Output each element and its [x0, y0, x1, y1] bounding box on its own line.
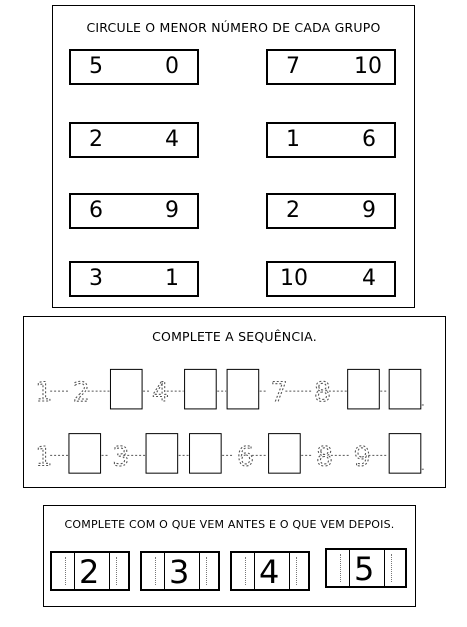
sequence-number: 8: [314, 377, 332, 409]
number-group[interactable]: [69, 49, 199, 85]
sequence-number: 3: [112, 441, 130, 473]
number-card: [230, 551, 310, 591]
sequence-number: 2: [72, 377, 90, 409]
before-after-title: COMPLETE COM O QUE VEM ANTES E O QUE VEM DEPOIS.: [64, 518, 395, 531]
card-number: 3: [169, 553, 190, 591]
sequence-number: 4: [151, 377, 169, 409]
sequence-blank-box[interactable]: [185, 369, 217, 409]
number-option[interactable]: 7: [286, 54, 300, 79]
card-number: 2: [79, 553, 100, 591]
number-option[interactable]: 2: [89, 127, 103, 152]
number-option[interactable]: 10: [280, 266, 308, 291]
number-group[interactable]: [69, 122, 199, 158]
number-option[interactable]: 4: [165, 127, 179, 152]
sequence-blank-box[interactable]: [146, 434, 178, 474]
number-option[interactable]: 4: [362, 266, 376, 291]
number-option[interactable]: 9: [362, 198, 376, 223]
number-card: [50, 551, 130, 591]
number-option[interactable]: 3: [89, 266, 103, 291]
number-group[interactable]: [266, 122, 396, 158]
sequence-blank-box[interactable]: [69, 434, 101, 474]
number-option[interactable]: 6: [362, 127, 376, 152]
sequence-blank-box[interactable]: [389, 369, 421, 409]
sequence-number: 1: [35, 377, 53, 409]
number-option[interactable]: 1: [286, 127, 300, 152]
before-after-panel: [43, 505, 416, 607]
sequence-number: 9: [353, 441, 371, 473]
number-group[interactable]: [266, 49, 396, 85]
number-option[interactable]: 1: [165, 266, 179, 291]
number-option[interactable]: 2: [286, 198, 300, 223]
sequence-number: 1: [35, 441, 53, 473]
sequence-rows: [24, 317, 445, 487]
number-group[interactable]: [266, 261, 396, 297]
sequence-blank-box[interactable]: [389, 434, 421, 474]
number-option[interactable]: 5: [89, 54, 103, 79]
card-number: 4: [259, 553, 280, 591]
smallest-number-panel: [52, 5, 415, 308]
sequence-number: 7: [270, 377, 288, 409]
number-option[interactable]: 10: [354, 54, 382, 79]
sequence-number: 6: [236, 441, 254, 473]
sequence-blank-box[interactable]: [227, 369, 259, 409]
sequence-blank-box[interactable]: [110, 369, 142, 409]
number-card: [325, 548, 407, 588]
number-option[interactable]: 0: [165, 54, 179, 79]
sequence-title: COMPLETE A SEQUÊNCIA.: [152, 329, 317, 344]
number-card: [140, 551, 220, 591]
card-number: 5: [354, 550, 375, 588]
number-group[interactable]: [69, 261, 199, 297]
sequence-blank-box[interactable]: [190, 434, 222, 474]
number-option[interactable]: 6: [89, 198, 103, 223]
sequence-blank-box[interactable]: [348, 369, 380, 409]
sequence-panel: [23, 316, 446, 488]
sequence-blank-box[interactable]: [269, 434, 301, 474]
number-group[interactable]: [266, 193, 396, 229]
sequence-number: 8: [316, 441, 334, 473]
number-group[interactable]: [69, 193, 199, 229]
number-option[interactable]: 9: [165, 198, 179, 223]
smallest-number-title: CIRCULE O MENOR NÚMERO DE CADA GRUPO: [86, 20, 381, 35]
